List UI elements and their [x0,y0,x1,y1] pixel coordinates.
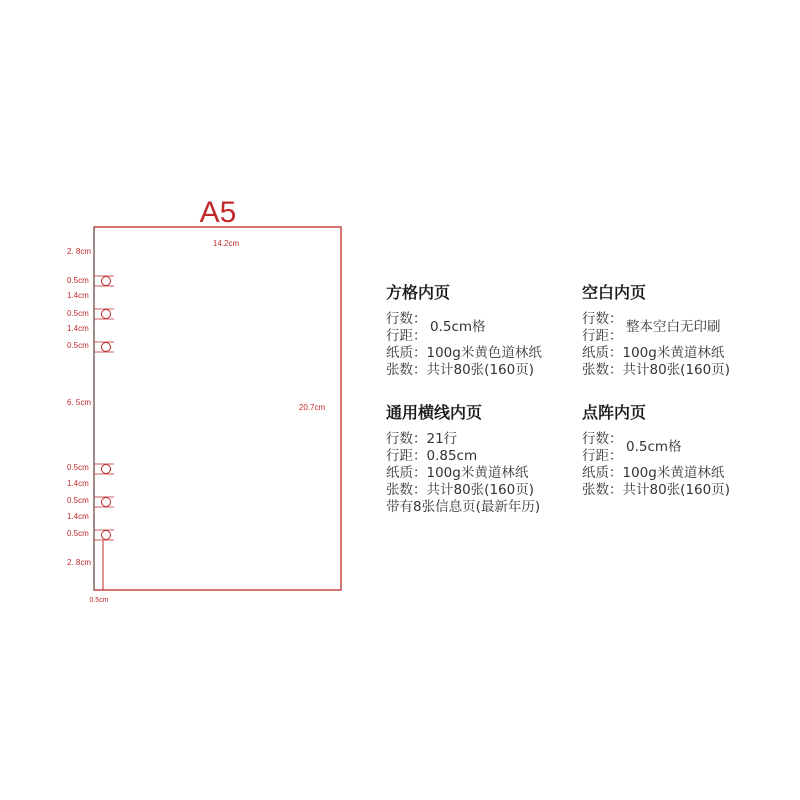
rows-line: 行数：21行 [386,431,458,447]
left-dimension-label: 0.5cm [67,276,89,285]
spacing-key: 行距： [386,328,427,344]
margin-label: 0.5cm [89,597,109,604]
paper-line: 纸质：100g米黄道林纸 [582,465,725,481]
width-label: 14.2cm [212,239,240,248]
left-dimension-label: 0.5cm [67,529,89,538]
left-dimension-labels [67,247,91,567]
spec-lined-title: 通用横线内页 [386,403,483,422]
rows-key: 行数： [582,431,623,447]
left-dimension-label: 2. 8cm [67,247,92,256]
left-dimension-label: 1.4cm [67,512,89,521]
left-dimension-label: 1.4cm [67,324,89,333]
punch-holes [94,276,114,540]
left-dimension-label: 6. 5cm [67,398,92,407]
left-dimension-label: 1.4cm [67,291,89,300]
height-label: 20.7cm [298,403,326,412]
punch-hole [94,530,114,540]
spacing-key: 行距： [582,328,623,344]
left-dimension-label: 0.5cm [67,496,89,505]
paper-line: 纸质：100g米黄道林纸 [386,465,529,481]
spec-grid-page [386,283,542,379]
paper-line: 纸质：100g米黄道林纸 [582,345,725,361]
count-line: 张数：共计80张(160页) [386,482,534,498]
left-dimension-label: 2. 8cm [67,558,92,567]
count-line: 张数：共计80张(160页) [582,362,730,378]
spec-blank-title: 空白内页 [582,283,647,302]
count-line: 张数：共计80张(160页) [582,482,730,498]
spec-grid-title: 方格内页 [386,283,451,302]
left-dimension-label: 0.5cm [67,463,89,472]
left-dimension-label: 0.5cm [67,341,89,350]
spec-lined-page [386,403,540,516]
paper-line: 纸质：100g米黄色道林纸 [386,345,542,361]
spec-blank-page [582,283,730,379]
spacing-line: 行距：0.85cm [386,448,478,464]
punch-hole [94,464,114,474]
spacing-value: 整本空白无印刷 [626,319,721,335]
punch-hole [94,342,114,352]
spacing-value: 0.5cm格 [626,439,682,455]
spec-dot-page [582,403,730,499]
spec-dot-title: 点阵内页 [582,403,647,422]
spacing-value: 0.5cm格 [430,319,486,335]
spacing-key: 行距： [582,448,623,464]
left-dimension-label: 0.5cm [67,309,89,318]
count-line: 张数：共计80张(160页) [386,362,534,378]
left-dimension-label: 1.4cm [67,479,89,488]
diagram-title: A5 [199,196,237,229]
punch-hole [94,276,114,286]
rows-key: 行数： [582,311,623,327]
punch-hole [94,309,114,319]
punch-hole [94,497,114,507]
extra-line: 带有8张信息页(最新年历) [386,499,541,515]
rows-key: 行数： [386,311,427,327]
